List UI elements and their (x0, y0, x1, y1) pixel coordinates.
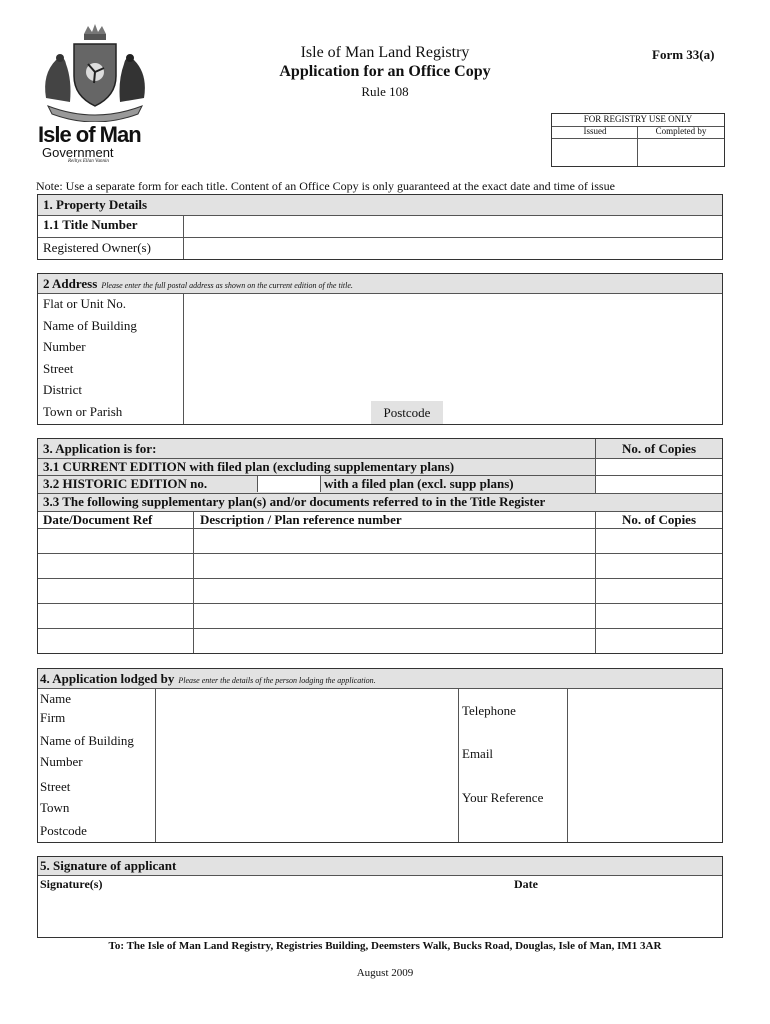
section3-title: 3. Application is for: (43, 441, 157, 456)
email-field[interactable] (568, 739, 722, 789)
registry-name: Isle of Man Land Registry (300, 44, 470, 61)
lodger-street-label: Street (40, 779, 71, 794)
usage-note: Note: Use a separate form for each title. Content of an Office Copy is only guaranteed at the exact date and time of issue (36, 179, 615, 193)
historic-copies-field[interactable] (596, 476, 722, 493)
col-date-ref: Date/Document Ref (43, 512, 153, 527)
lodger-firm-label: Firm (40, 710, 66, 725)
section2-subtitle: Please enter the full postal address as shown on the current edition of the title. (101, 281, 353, 290)
issued-field[interactable] (552, 139, 637, 166)
table-row[interactable] (38, 629, 722, 653)
logo-manx-text: Reiltys Ellan Vannin (68, 159, 109, 164)
telephone-label: Telephone (462, 703, 516, 718)
table-row[interactable] (38, 529, 722, 553)
lodger-town-label: Town (40, 800, 70, 815)
government-logo (36, 24, 154, 174)
section4-title: 4. Application lodged by (40, 671, 175, 686)
logo-wordmark: Isle of Man (38, 122, 141, 147)
address-field[interactable] (184, 294, 722, 400)
section-lodged-by (37, 668, 723, 843)
town-parish-field[interactable] (184, 401, 370, 424)
registry-use-title: FOR REGISTRY USE ONLY (583, 114, 693, 124)
return-address: To: The Isle of Man Land Registry, Registries Building, Deemsters Walk, Bucks Road, Douglas, Isle of Man, IM1 3AR (108, 940, 662, 952)
table-row[interactable] (38, 554, 722, 578)
section4-header (38, 669, 722, 688)
current-copies-field[interactable] (596, 459, 722, 475)
postcode-label: Postcode (371, 401, 443, 424)
email-label: Email (462, 746, 494, 761)
title-number-label: 1.1 Title Number (43, 217, 138, 232)
section5-title: 5. Signature of applicant (38, 857, 722, 875)
date-label: Date (514, 877, 538, 891)
district-label: District (43, 382, 82, 397)
completed-by-label: Completed by (655, 126, 707, 136)
signature-field[interactable] (38, 876, 478, 937)
supplementary-label: 3.3 The following supplementary plan(s) and/or documents referred to in the Title Register (43, 494, 546, 509)
current-edition-label: 3.1 CURRENT EDITION with filed plan (excluding supplementary plans) (43, 459, 455, 474)
historic-edition-number-field[interactable] (257, 476, 321, 492)
postcode-field[interactable] (444, 401, 722, 424)
reference-label: Your Reference (462, 790, 544, 805)
section-application (37, 438, 723, 654)
telephone-field[interactable] (568, 689, 722, 739)
historic-edition-label: 3.2 HISTORIC EDITION no. (43, 476, 208, 491)
col-description: Description / Plan reference number (200, 512, 402, 527)
number-label: Number (43, 339, 86, 354)
table-row[interactable] (38, 604, 722, 628)
section-address (37, 273, 723, 425)
registered-owners-field[interactable] (184, 238, 722, 259)
building-name-label: Name of Building (43, 318, 137, 333)
lodger-details-field[interactable] (156, 689, 458, 842)
rule-number: Rule 108 (361, 84, 409, 99)
form-number: Form 33(a) (652, 47, 715, 62)
form-date: August 2009 (356, 967, 414, 979)
logo-government: Government (42, 145, 114, 160)
section4-subtitle: Please enter the details of the person lodging the application. (178, 676, 376, 685)
section2-title: 2 Address (43, 276, 98, 291)
date-field[interactable] (508, 876, 722, 937)
street-label: Street (43, 361, 74, 376)
flat-unit-label: Flat or Unit No. (43, 296, 127, 311)
lodger-number-label: Number (40, 754, 83, 769)
issued-label: Issued (583, 126, 607, 136)
coat-of-arms-icon (36, 24, 154, 122)
section-property-details (37, 194, 723, 260)
registry-use-box (551, 113, 725, 167)
form-title: Application for an Office Copy (279, 63, 491, 80)
section2-header (38, 274, 722, 293)
lodger-name-label: Name (40, 691, 72, 706)
table-row[interactable] (38, 579, 722, 603)
signature-label: Signature(s) (40, 877, 103, 891)
lodger-postcode-label: Postcode (40, 823, 87, 838)
lodger-building-label: Name of Building (40, 733, 134, 748)
town-parish-label: Town or Parish (43, 404, 123, 419)
section-signature (37, 856, 723, 938)
reference-field[interactable] (568, 789, 722, 842)
copies-header: No. of Copies (621, 441, 697, 456)
registered-owners-label: Registered Owner(s) (43, 240, 151, 255)
title-number-field[interactable] (184, 216, 722, 236)
completed-by-field[interactable] (638, 139, 724, 166)
col-copies: No. of Copies (621, 512, 697, 527)
section1-title: 1. Property Details (38, 195, 722, 215)
historic-edition-tail: with a filed plan (excl. supp plans) (324, 476, 514, 491)
